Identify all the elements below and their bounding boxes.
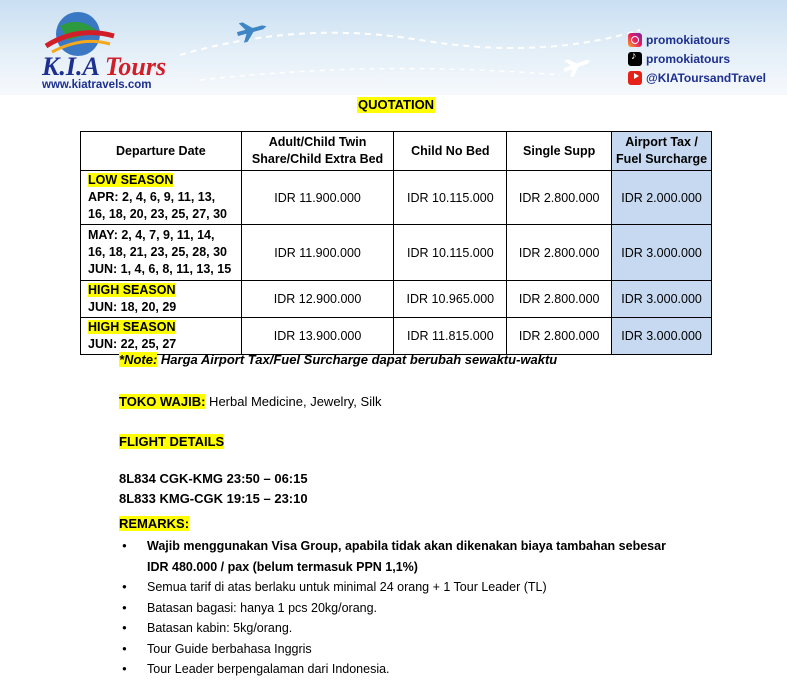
list-item: ● Batasan kabin: 5kg/orang. <box>119 618 666 639</box>
social-instagram[interactable]: promokiatours <box>628 30 766 49</box>
header-single-supp: Single Supp <box>507 132 612 171</box>
airplane-icon <box>561 52 593 78</box>
quotation-table <box>80 131 712 355</box>
adult-price: IDR 11.900.000 <box>241 171 394 225</box>
flight-details <box>119 433 308 509</box>
header-adult: Adult/Child Twin Share/Child Extra Bed <box>241 132 394 171</box>
adult-price: IDR 12.900.000 <box>241 281 394 318</box>
adult-price: IDR 13.900.000 <box>241 318 394 355</box>
departure-cell: HIGH SEASON JUN: 22, 25, 27 <box>81 318 242 355</box>
airport-tax-price: IDR 2.000.000 <box>612 171 712 225</box>
flight-line: 8L834 CGK-KMG 23:50 – 06:15 <box>119 471 308 486</box>
table-header-row <box>81 132 712 171</box>
airport-tax-price: IDR 3.000.000 <box>612 318 712 355</box>
table-row <box>81 281 712 318</box>
surcharge-note: *Note: Harga Airport Tax/Fuel Surcharge dapat berubah sewaktu-waktu <box>119 352 558 367</box>
list-item: ● Batasan bagasi: hanya 1 pcs 20kg/orang. <box>119 598 666 619</box>
page-title: QUOTATION <box>358 97 435 112</box>
remarks-list <box>119 536 666 680</box>
departure-cell: LOW SEASON APR: 2, 4, 6, 9, 11, 13, 16, 18, 20, 23, 25, 27, 30 <box>81 171 242 225</box>
single-supp-price: IDR 2.800.000 <box>507 225 612 281</box>
remarks-label: REMARKS: <box>119 516 190 531</box>
social-tiktok[interactable]: ♪ promokiatours <box>628 49 766 68</box>
table-row <box>81 318 712 355</box>
child-no-bed-price: IDR 10.115.000 <box>394 171 507 225</box>
list-item: ● Semua tarif di atas berlaku untuk minimal 24 orang + 1 Tour Leader (TL) <box>119 577 666 598</box>
header-banner <box>0 0 787 95</box>
adult-price: IDR 11.900.000 <box>241 225 394 281</box>
airport-tax-price: IDR 3.000.000 <box>612 225 712 281</box>
child-no-bed-price: IDR 11.815.000 <box>394 318 507 355</box>
airplane-icon <box>235 17 269 44</box>
child-no-bed-price: IDR 10.965.000 <box>394 281 507 318</box>
season-label: HIGH SEASON <box>88 283 176 297</box>
header-departure: Departure Date <box>81 132 242 171</box>
table-row <box>81 171 712 225</box>
logo-url: www.kiatravels.com <box>42 79 152 91</box>
child-no-bed-price: IDR 10.115.000 <box>394 225 507 281</box>
toko-wajib: TOKO WAJIB: Herbal Medicine, Jewelry, Silk <box>119 394 382 409</box>
flight-line: 8L833 KMG-CGK 19:15 – 23:10 <box>119 491 308 506</box>
single-supp-price: IDR 2.800.000 <box>507 318 612 355</box>
instagram-icon <box>628 33 642 47</box>
logo-wordmark: K.I.A Tours <box>42 52 167 81</box>
airport-tax-price: IDR 3.000.000 <box>612 281 712 318</box>
season-label: LOW SEASON <box>88 173 174 187</box>
social-youtube[interactable]: @KIAToursandTravel <box>628 68 766 87</box>
flight-details-label: FLIGHT DETAILS <box>119 434 225 449</box>
list-item: ● Wajib menggunakan Visa Group, apabila tidak akan dikenakan biaya tambahan sebesar IDR 480.000 / pax (belum termasuk PPN 1,1%) <box>119 536 666 577</box>
table-row <box>81 225 712 281</box>
social-links <box>628 30 766 87</box>
list-item: ● Tour Guide berbahasa Inggris <box>119 639 666 660</box>
single-supp-price: IDR 2.800.000 <box>507 171 612 225</box>
list-item: ● Tour Leader berpengalaman dari Indonesia. <box>119 659 666 680</box>
single-supp-price: IDR 2.800.000 <box>507 281 612 318</box>
tiktok-icon <box>628 52 642 66</box>
header-airport-tax: Airport Tax / Fuel Surcharge <box>612 132 712 171</box>
season-label: HIGH SEASON <box>88 320 176 334</box>
departure-cell: HIGH SEASON JUN: 18, 20, 29 <box>81 281 242 318</box>
header-child-no-bed: Child No Bed <box>394 132 507 171</box>
youtube-icon <box>628 71 642 85</box>
remarks-label-wrap <box>119 515 189 533</box>
departure-cell: MAY: 2, 4, 7, 9, 11, 14, 16, 18, 21, 23, 25, 28, 30 JUN: 1, 4, 6, 8, 11, 13, 15 <box>81 225 242 281</box>
